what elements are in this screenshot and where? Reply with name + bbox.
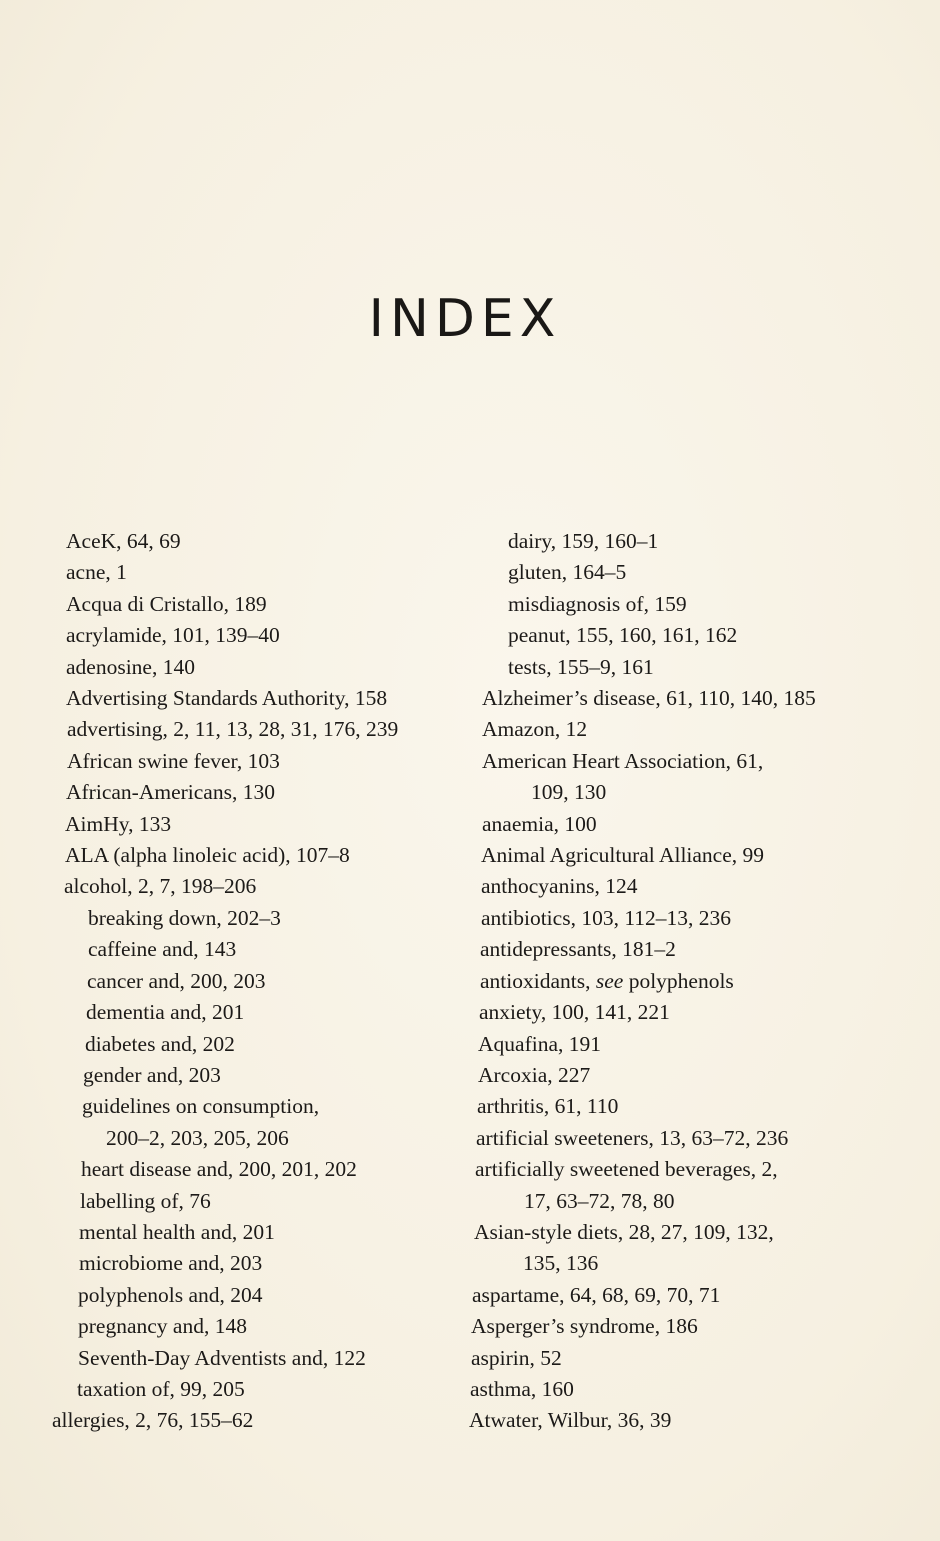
index-entry: African swine fever, 103	[67, 748, 280, 773]
index-entry: dairy, 159, 160–1	[508, 529, 659, 553]
index-entry: antidepressants, 181–2	[480, 937, 676, 962]
index-entry: alcohol, 2, 7, 198–206	[64, 874, 257, 899]
index-entry: taxation of, 99, 205	[77, 1376, 245, 1401]
index-entry: gluten, 164–5	[508, 560, 627, 585]
index-entry: antibiotics, 103, 112–13, 236	[481, 905, 732, 930]
index-entry: cancer and, 200, 203	[87, 968, 266, 993]
index-entry: acne, 1	[66, 560, 127, 585]
index-entry: AimHy, 133	[65, 811, 172, 836]
index-entry: tests, 155–9, 161	[508, 654, 654, 679]
index-entry: Alzheimer’s disease, 61, 110, 140, 185	[482, 686, 816, 711]
index-entry: heart disease and, 200, 201, 202	[81, 1157, 357, 1182]
index-entry: American Heart Association, 61,	[482, 748, 764, 773]
index-entry: breaking down, 202–3	[88, 905, 281, 930]
index-entry: artificially sweetened beverages, 2,	[475, 1157, 778, 1182]
index-entry: Acqua di Cristallo, 189	[66, 591, 267, 616]
index-entry: allergies, 2, 76, 155–62	[52, 1408, 254, 1433]
index-entry: guidelines on consumption,	[82, 1094, 320, 1119]
index-column-right	[466, 526, 906, 1437]
index-entry: aspirin, 52	[471, 1345, 562, 1370]
index-entry: peanut, 155, 160, 161, 162	[508, 623, 738, 648]
index-entry: antioxidants, see polyphenols	[480, 968, 734, 993]
index-entry: dementia and, 201	[86, 1000, 245, 1025]
index-column-left	[52, 526, 462, 1437]
index-entry: Amazon, 12	[482, 717, 588, 742]
index-entry: mental health and, 201	[79, 1219, 275, 1244]
index-entry: 135, 136	[523, 1251, 599, 1276]
index-entry: acrylamide, 101, 139–40	[66, 623, 280, 648]
index-entry: Advertising Standards Authority, 158	[66, 686, 388, 711]
index-entry: Seventh-Day Adventists and, 122	[78, 1345, 366, 1370]
index-entry: misdiagnosis of, 159	[508, 591, 687, 616]
index-entry: pregnancy and, 148	[78, 1314, 247, 1339]
index-entry: Asian-style diets, 28, 27, 109, 132,	[474, 1219, 774, 1244]
index-entry: 109, 130	[531, 780, 607, 805]
index-entry: artificial sweeteners, 13, 63–72, 236	[476, 1125, 789, 1150]
index-entry: Arcoxia, 227	[478, 1062, 591, 1087]
index-entry: diabetes and, 202	[85, 1031, 235, 1056]
index-entry: Atwater, Wilbur, 36, 39	[469, 1408, 672, 1433]
index-entry: ALA (alpha linoleic acid), 107–8	[65, 843, 350, 868]
index-entry: Aquafina, 191	[478, 1031, 601, 1056]
index-entry: AceK, 64, 69	[66, 529, 181, 553]
index-entry: polyphenols and, 204	[78, 1282, 263, 1307]
index-entry: aspartame, 64, 68, 69, 70, 71	[472, 1282, 721, 1307]
index-entry: gender and, 203	[83, 1062, 221, 1087]
index-entry: anthocyanins, 124	[481, 874, 638, 899]
cross-reference-term: see	[595, 968, 624, 993]
index-entry: microbiome and, 203	[79, 1251, 263, 1276]
index-entry: caffeine and, 143	[88, 937, 237, 962]
index-entry: labelling of, 76	[80, 1188, 211, 1213]
index-entry: Animal Agricultural Alliance, 99	[481, 843, 765, 868]
index-entry: 200–2, 203, 205, 206	[106, 1125, 289, 1150]
page-title: INDEX	[368, 289, 562, 349]
index-entry: 17, 63–72, 78, 80	[524, 1188, 675, 1213]
index-entry: arthritis, 61, 110	[477, 1094, 619, 1119]
index-entry: advertising, 2, 11, 13, 28, 31, 176, 239	[67, 717, 399, 742]
index-entry: Asperger’s syndrome, 186	[471, 1314, 698, 1339]
index-entry: adenosine, 140	[66, 654, 195, 679]
index-entry: African-Americans, 130	[66, 780, 275, 805]
index-entry: anaemia, 100	[482, 811, 597, 836]
index-entry: anxiety, 100, 141, 221	[479, 1000, 670, 1025]
index-entry: asthma, 160	[470, 1376, 574, 1401]
